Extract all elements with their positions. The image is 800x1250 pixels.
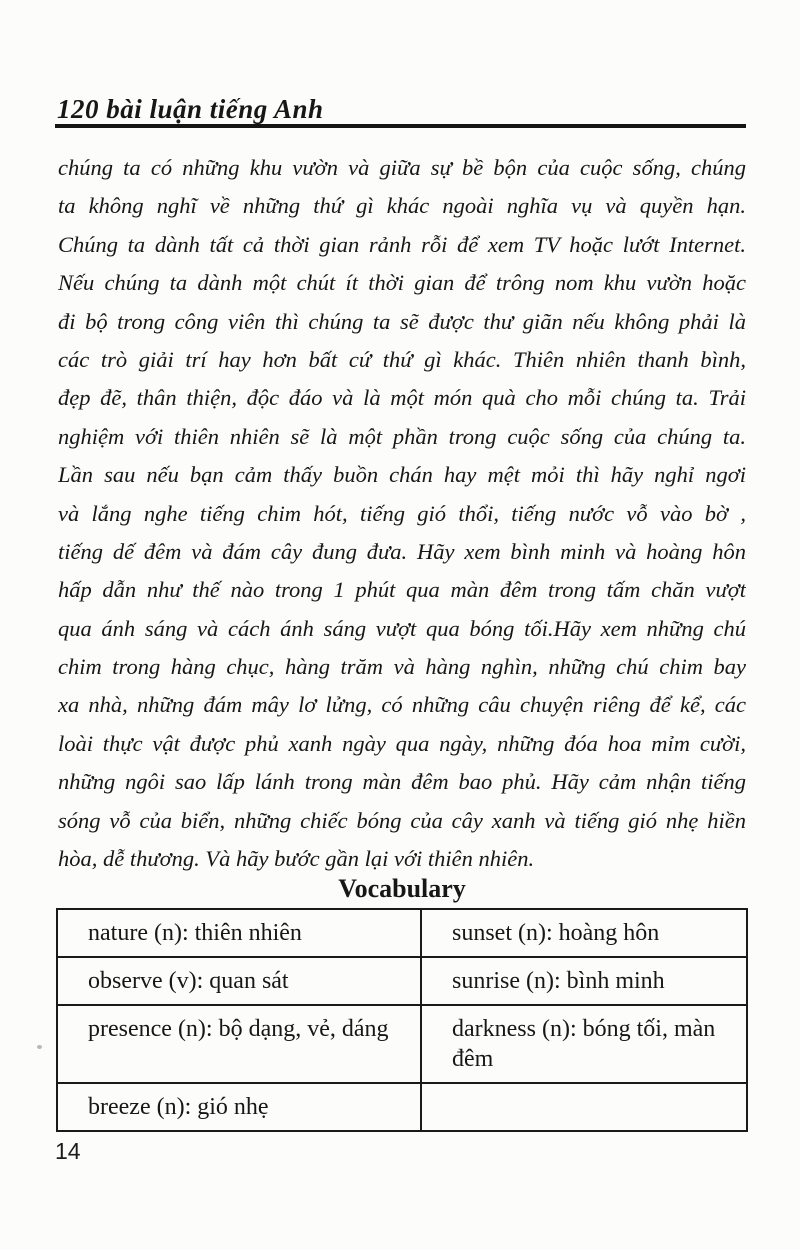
vocab-cell-right: sunrise (n): bình minh: [421, 957, 747, 1005]
vocab-row: [57, 909, 747, 957]
essay-line: đi bộ trong công viên thì chúng ta sẽ được thư giãn nếu không phải là: [58, 308, 746, 334]
essay-line: ta không nghĩ về những thứ gì khác ngoài nghĩa vụ và quyền hạn.: [58, 193, 746, 219]
essay-line: loài thực vật được phủ xanh ngày qua ngày, những đóa hoa mỉm cười,: [58, 730, 746, 756]
essay-line: các trò giải trí hay hơn bất cứ thứ gì khác. Thiên nhiên thanh bình,: [58, 346, 746, 372]
vocabulary-table: [56, 908, 748, 1132]
page-number: 14: [55, 1138, 81, 1164]
running-head-title: 120 bài luận tiếng Anh: [57, 94, 324, 124]
essay-line: nghiệm với thiên nhiên sẽ là một phần trong cuộc sống của chúng ta.: [58, 423, 746, 449]
vocabulary-heading: Vocabulary: [338, 874, 466, 903]
vocab-cell-left: observe (v): quan sát: [57, 957, 421, 1005]
vocab-row: [57, 1083, 747, 1131]
essay-line: qua ánh sáng và cách ánh sáng vượt qua bóng tối.Hãy xem những chú: [58, 615, 746, 641]
vocab-row: [57, 957, 747, 1005]
essay-line: những ngôi sao lấp lánh trong màn đêm bao phủ. Hãy cảm nhận tiếng: [58, 769, 746, 795]
vocab-cell-right: sunset (n): hoàng hôn: [421, 909, 747, 957]
vocab-cell-left: breeze (n): gió nhẹ: [57, 1083, 421, 1131]
essay-line: Lần sau nếu bạn cảm thấy buồn chán hay mệt mỏi thì hãy nghỉ ngơi: [58, 462, 746, 488]
essay-line: hấp dẫn như thế nào trong 1 phút qua màn đêm trong tấm chăn vượt: [58, 577, 746, 603]
header-rule-divider: [55, 124, 746, 128]
essay-line: và lắng nghe tiếng chim hót, tiếng gió thổi, tiếng nước vỗ vào bờ ,: [58, 500, 746, 526]
vocab-cell-right: [421, 1083, 747, 1131]
essay-line: chim trong hàng chục, hàng trăm và hàng nghìn, những chú chim bay: [58, 654, 746, 680]
essay-line: Chúng ta dành tất cả thời gian rảnh rỗi để xem TV hoặc lướt Internet.: [58, 231, 746, 257]
vocab-cell-right: darkness (n): bóng tối, màn đêm: [421, 1005, 747, 1083]
essay-line: đẹp đẽ, thân thiện, độc đáo và là một món quà cho mỗi chúng ta. Trải: [58, 385, 746, 411]
vocab-cell-left: presence (n): bộ dạng, vẻ, dáng: [57, 1005, 421, 1083]
vocab-row: [57, 1005, 747, 1083]
essay-line: sóng vỗ của biển, những chiếc bóng của cây xanh và tiếng gió nhẹ hiền: [58, 807, 746, 833]
essay-line: xa nhà, những đám mây lơ lửng, có những câu chuyện riêng để kể, các: [58, 692, 746, 718]
vocab-cell-left: nature (n): thiên nhiên: [57, 909, 421, 957]
essay-line: hòa, dễ thương. Và hãy bước gần lại với thiên nhiên.: [58, 846, 535, 872]
essay-line: tiếng dế đêm và đám cây đung đưa. Hãy xem bình minh và hoàng hôn: [58, 538, 746, 564]
essay-line: Nếu chúng ta dành một chút ít thời gian để trông nom khu vườn hoặc: [58, 270, 746, 296]
essay-paragraph: [58, 149, 746, 878]
scan-speck: [37, 1045, 42, 1049]
essay-line: chúng ta có những khu vườn và giữa sự bề bộn của cuộc sống, chúng: [58, 155, 746, 180]
